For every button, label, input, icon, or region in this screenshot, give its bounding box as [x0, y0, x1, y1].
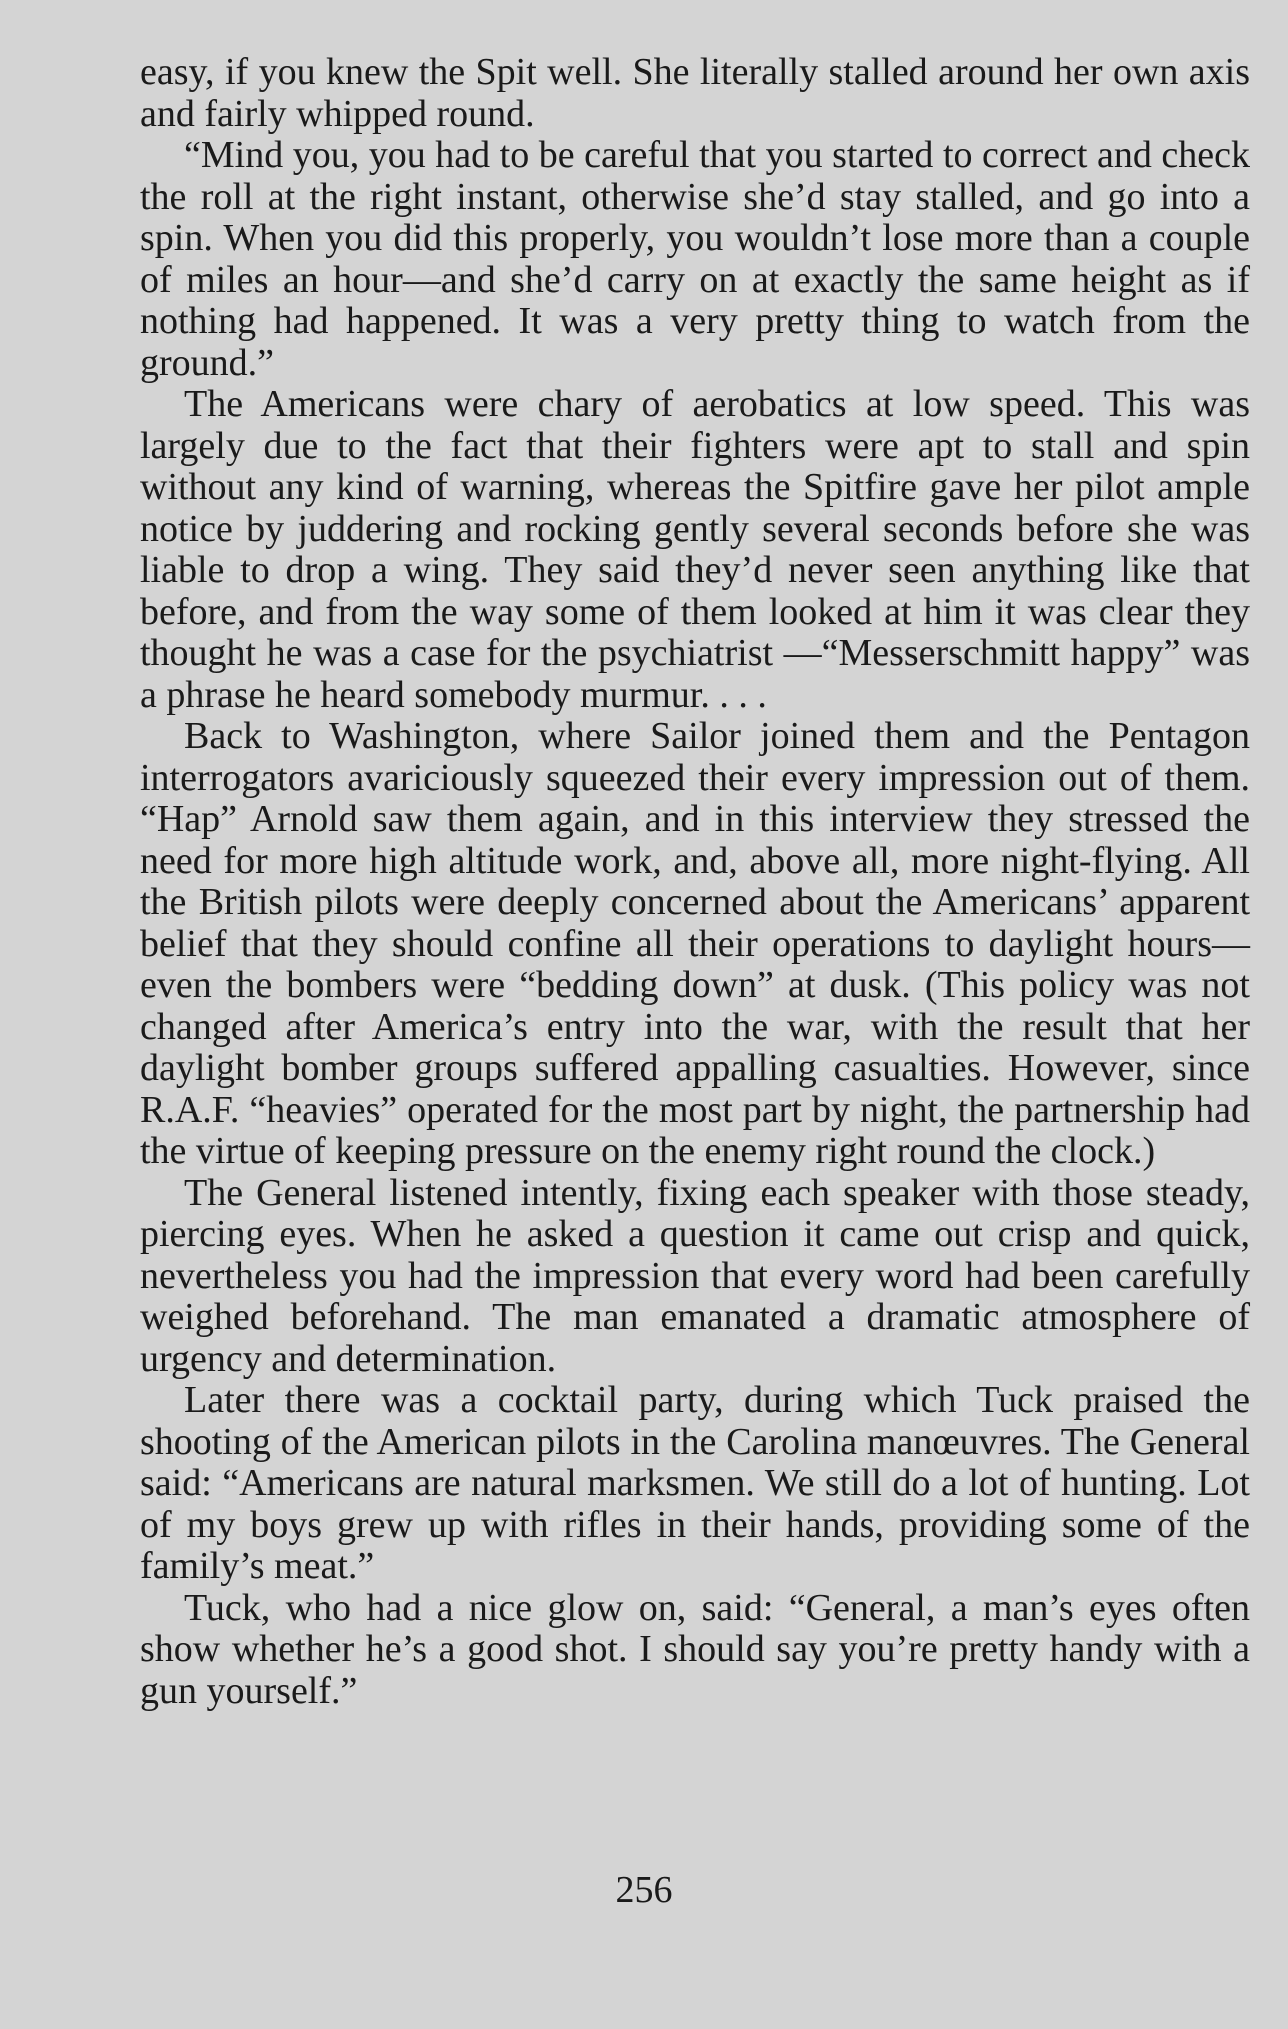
paragraph-2: “Mind you, you had to be careful that you started to correct and check the roll at the right instant, otherwise she’d stay stalled, and go into a spin. When you did this properly, you wouldn’t lose more than a couple of miles an hour—and she’d carry on at exactly the same height as if nothing had happened. It was a very pretty thing to watch from the ground.”	[140, 134, 1250, 384]
paragraph-1: easy, if you knew the Spit well. She literally stalled around her own axis and fairly whipped round.	[140, 51, 1250, 135]
page-number: 256	[615, 1869, 673, 1911]
paragraph-4: Back to Washington, where Sailor joined them and the Pentagon interrogators avariciously squeezed their every impression out of them. “Hap” Arnold saw them again, and in this interview they stressed the need for more high altitude work, and, above all, more night-flying. All the British pilots were deeply concerned about the Americans’ apparent belief that they should confine all their operations to daylight hours—even the bombers were “bedding down” at dusk. (This policy was not changed after America’s entry into the war, with the result that her daylight bomber groups suffered appalling casualties. However, since R.A.F. “heavies” operated for the most part by night, the partnership had the virtue of keeping pressure on the enemy right round the clock.)	[140, 715, 1250, 1172]
body-text	[140, 52, 1250, 1712]
paragraph-3: The Americans were chary of aerobatics at low speed. This was largely due to the fact that their fighters were apt to stall and spin without any kind of warning, whereas the Spitfire gave her pilot ample notice by juddering and rocking gently several seconds before she was liable to drop a wing. They said they’d never seen anything like that before, and from the way some of them looked at him it was clear they thought he was a case for the psychiatrist —“Messerschmitt happy” was a phrase he heard somebody murmur. . . .	[140, 383, 1250, 716]
paragraph-5: The General listened intently, fixing each speaker with those steady, piercing eyes. When he asked a question it came out crisp and quick, nevertheless you had the impression that every word had been carefully weighed beforehand. The man emanated a dramatic atmosphere of urgency and determination.	[140, 1171, 1250, 1380]
paragraph-7: Tuck, who had a nice glow on, said: “General, a man’s eyes often show whether he’s a good shot. I should say you’re pretty handy with a gun yourself.”	[140, 1586, 1250, 1712]
paragraph-6: Later there was a cocktail party, during which Tuck praised the shooting of the American pilots in the Carolina manœuvres. The General said: “Americans are natural marksmen. We still do a lot of hunting. Lot of my boys grew up with rifles in their hands, providing some of the family’s meat.”	[140, 1379, 1250, 1587]
